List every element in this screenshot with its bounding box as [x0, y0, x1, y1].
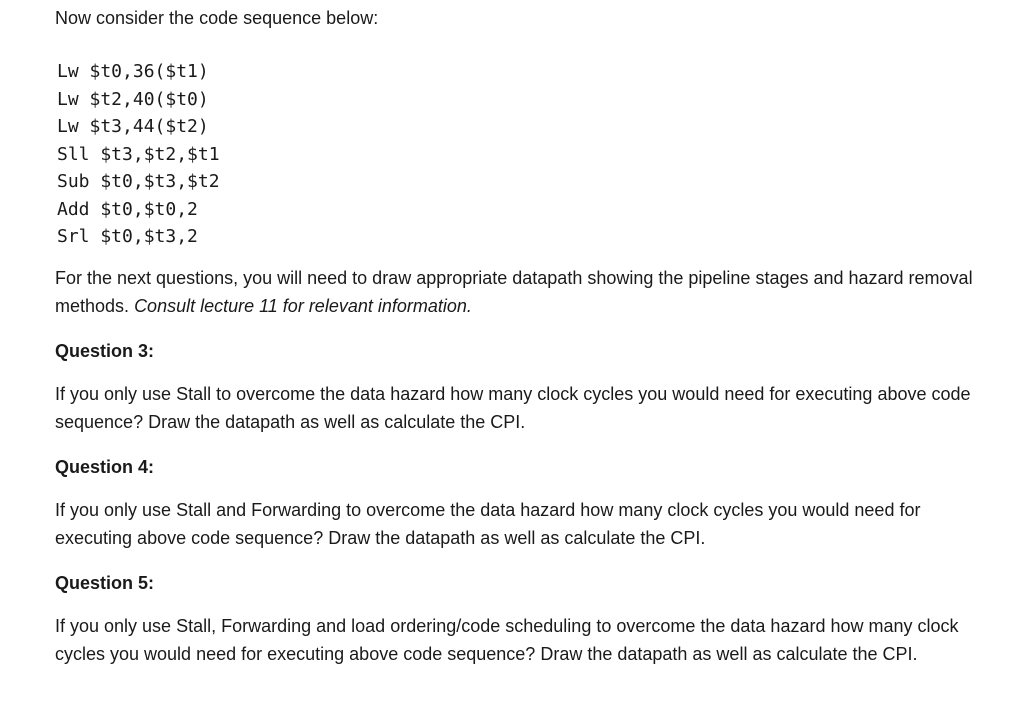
instructions-note: Consult lecture 11 for relevant information.	[134, 296, 472, 316]
instructions-paragraph	[55, 264, 985, 320]
question-4-body: If you only use Stall and Forwarding to overcome the data hazard how many clock cycles you would need for executing above code sequence? Draw the datapath as well as calculate the CPI.	[55, 500, 921, 548]
code-line: Sub $t0,$t3,$t2	[57, 171, 220, 192]
intro-text: Now consider the code sequence below:	[55, 8, 379, 28]
question-3-body: If you only use Stall to overcome the data hazard how many clock cycles you would need for executing above code sequence? Draw the datapath as well as calculate the CPI.	[55, 384, 971, 432]
code-line: Srl $t0,$t3,2	[57, 226, 198, 247]
code-line: Sll $t3,$t2,$t1	[57, 143, 220, 165]
code-sequence	[57, 58, 220, 251]
question-3-heading: Question 3:	[55, 341, 155, 361]
code-line: Lw $t3,44($t2)	[57, 116, 209, 137]
question-5-heading: Question 5:	[55, 573, 155, 593]
code-line: Add $t0,$t0,2	[57, 198, 198, 220]
code-line: Lw $t0,36($t1)	[57, 61, 209, 82]
code-line: Lw $t2,40($t0)	[57, 88, 209, 110]
question-5-body: If you only use Stall, Forwarding and load ordering/code scheduling to overcome the data hazard how many clock cycles you would need for executing above code sequence? Draw the datapath as well as calculate the CPI.	[55, 616, 959, 664]
question-4-heading: Question 4:	[55, 457, 155, 477]
instructions-text: For the next questions, you will need to draw appropriate datapath showing the pipeline stages and hazard removal methods.	[55, 268, 973, 316]
